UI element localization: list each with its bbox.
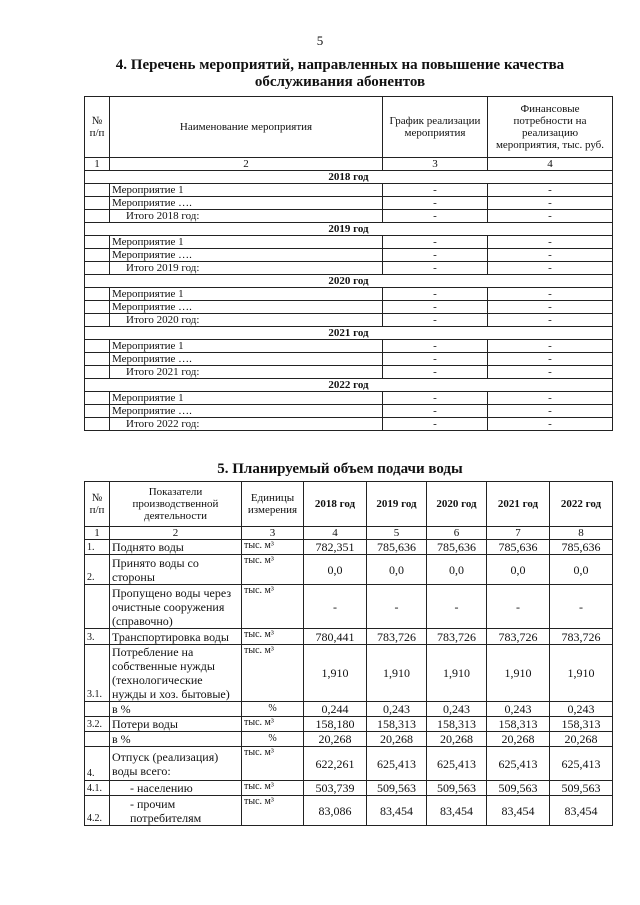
year-row xyxy=(85,327,613,340)
value-cell: 782,351 xyxy=(304,540,367,555)
indicator-name: Потери воды xyxy=(110,717,242,732)
table-row xyxy=(85,796,613,826)
value-cell: 1,910 xyxy=(487,645,550,702)
unit: тыс. м³ xyxy=(242,645,304,702)
col-number: 4 xyxy=(304,527,367,540)
value-cell: 158,313 xyxy=(367,717,427,732)
unit: тыс. м³ xyxy=(242,585,304,629)
schedule-value: - xyxy=(383,249,488,262)
value-cell: 158,313 xyxy=(487,717,550,732)
unit: % xyxy=(242,702,304,717)
value-cell: 20,268 xyxy=(427,732,487,747)
event-name: Итого 2020 год: xyxy=(110,314,383,327)
row-number xyxy=(85,366,110,379)
schedule-value: - xyxy=(383,366,488,379)
financing-value: - xyxy=(488,314,613,327)
value-cell: 20,268 xyxy=(550,732,613,747)
row-number xyxy=(85,184,110,197)
value-cell: 783,726 xyxy=(367,629,427,645)
row-number xyxy=(85,585,110,629)
indicator-name: - прочим потребителям xyxy=(110,796,242,826)
col-header-indicator: Показатели производственной деятельности xyxy=(110,482,242,527)
section4-title xyxy=(70,57,610,91)
value-cell: 83,454 xyxy=(367,796,427,826)
col-number: 1 xyxy=(85,158,110,171)
value-cell: 0,0 xyxy=(304,555,367,585)
row-number: 3.1. xyxy=(85,645,110,702)
financing-value: - xyxy=(488,405,613,418)
value-cell: 83,086 xyxy=(304,796,367,826)
table-row xyxy=(85,555,613,585)
section4-title-line1: 4. Перечень мероприятий, направленных на повышение качества xyxy=(115,57,565,73)
col-number: 7 xyxy=(487,527,550,540)
schedule-value: - xyxy=(383,301,488,314)
row-number: 4.1. xyxy=(85,781,110,796)
table-header-row xyxy=(85,97,613,158)
event-name: Итого 2021 год: xyxy=(110,366,383,379)
col-number: 2 xyxy=(110,158,383,171)
table-row xyxy=(85,717,613,732)
financing-value: - xyxy=(488,353,613,366)
event-name: Мероприятие …. xyxy=(110,353,383,366)
row-number: 4. xyxy=(85,747,110,781)
financing-value: - xyxy=(488,184,613,197)
value-cell: 0,0 xyxy=(550,555,613,585)
table-row xyxy=(85,314,613,327)
col-header-2019: 2019 год xyxy=(367,482,427,527)
unit: тыс. м³ xyxy=(242,781,304,796)
col-header-unit: Единицы измерения xyxy=(242,482,304,527)
value-cell: 503,739 xyxy=(304,781,367,796)
indicator-name: в % xyxy=(110,732,242,747)
year-row xyxy=(85,275,613,288)
col-header-number: № п/п xyxy=(85,482,110,527)
financing-value: - xyxy=(488,340,613,353)
col-number: 2 xyxy=(110,527,242,540)
unit: тыс. м³ xyxy=(242,555,304,585)
row-number xyxy=(85,210,110,223)
value-cell: - xyxy=(304,585,367,629)
schedule-value: - xyxy=(383,197,488,210)
col-header-schedule: График реализации мероприятия xyxy=(383,97,488,158)
value-cell: 780,441 xyxy=(304,629,367,645)
table-row xyxy=(85,702,613,717)
table-row xyxy=(85,288,613,301)
table-row xyxy=(85,405,613,418)
table-row xyxy=(85,781,613,796)
event-name: Мероприятие …. xyxy=(110,197,383,210)
indicator-name: Транспортировка воды xyxy=(110,629,242,645)
event-name: Мероприятие …. xyxy=(110,249,383,262)
col-header-event-name: Наименование мероприятия xyxy=(110,97,383,158)
indicator-name: Пропущено воды через очистные сооружения (справочно) xyxy=(110,585,242,629)
col-header-2022: 2022 год xyxy=(550,482,613,527)
unit: тыс. м³ xyxy=(242,747,304,781)
event-name: Мероприятие …. xyxy=(110,301,383,314)
indicator-name: - населению xyxy=(110,781,242,796)
row-number: 3.2. xyxy=(85,717,110,732)
value-cell: 0,0 xyxy=(367,555,427,585)
financing-value: - xyxy=(488,392,613,405)
value-cell: - xyxy=(427,585,487,629)
indicator-name: Принято воды со стороны xyxy=(110,555,242,585)
col-number: 5 xyxy=(367,527,427,540)
col-header-2020: 2020 год xyxy=(427,482,487,527)
event-name: Мероприятие 1 xyxy=(110,392,383,405)
table-row xyxy=(85,210,613,223)
row-number: 4.2. xyxy=(85,796,110,826)
event-name: Мероприятие 1 xyxy=(110,184,383,197)
value-cell: 1,910 xyxy=(427,645,487,702)
value-cell: 158,313 xyxy=(427,717,487,732)
water-volume-table xyxy=(84,481,613,826)
financing-value: - xyxy=(488,262,613,275)
schedule-value: - xyxy=(383,340,488,353)
year-row xyxy=(85,379,613,392)
event-name: Мероприятие …. xyxy=(110,405,383,418)
table-row xyxy=(85,392,613,405)
row-number xyxy=(85,197,110,210)
value-cell: 83,454 xyxy=(550,796,613,826)
unit: тыс. м³ xyxy=(242,540,304,555)
col-header-2018: 2018 год xyxy=(304,482,367,527)
financing-value: - xyxy=(488,288,613,301)
value-cell: 0,243 xyxy=(550,702,613,717)
schedule-value: - xyxy=(383,262,488,275)
year-row xyxy=(85,223,613,236)
value-cell: 509,563 xyxy=(427,781,487,796)
value-cell: 622,261 xyxy=(304,747,367,781)
financing-value: - xyxy=(488,418,613,431)
value-cell: - xyxy=(550,585,613,629)
events-table xyxy=(84,96,613,431)
value-cell: 1,910 xyxy=(367,645,427,702)
schedule-value: - xyxy=(383,418,488,431)
indicator-name: Отпуск (реализация) воды всего: xyxy=(110,747,242,781)
col-number: 3 xyxy=(242,527,304,540)
row-number xyxy=(85,418,110,431)
schedule-value: - xyxy=(383,210,488,223)
col-header-number: № п/п xyxy=(85,97,110,158)
value-cell: 158,180 xyxy=(304,717,367,732)
table-row xyxy=(85,747,613,781)
value-cell: 1,910 xyxy=(550,645,613,702)
value-cell: - xyxy=(487,585,550,629)
row-number xyxy=(85,340,110,353)
year-row xyxy=(85,171,613,184)
col-header-2021: 2021 год xyxy=(487,482,550,527)
value-cell: 625,413 xyxy=(427,747,487,781)
indicator-name: в % xyxy=(110,702,242,717)
col-number: 3 xyxy=(383,158,488,171)
table-row xyxy=(85,340,613,353)
row-number xyxy=(85,702,110,717)
col-number: 6 xyxy=(427,527,487,540)
table-row xyxy=(85,301,613,314)
financing-value: - xyxy=(488,366,613,379)
schedule-value: - xyxy=(383,392,488,405)
value-cell: 785,636 xyxy=(487,540,550,555)
value-cell: 0,244 xyxy=(304,702,367,717)
value-cell: 0,243 xyxy=(487,702,550,717)
page-number: 5 xyxy=(316,33,324,48)
indicator-name: Поднято воды xyxy=(110,540,242,555)
table-row xyxy=(85,353,613,366)
year-label: 2022 год xyxy=(85,379,613,392)
year-label: 2020 год xyxy=(85,275,613,288)
unit: тыс. м³ xyxy=(242,796,304,826)
value-cell: - xyxy=(367,585,427,629)
value-cell: 783,726 xyxy=(427,629,487,645)
value-cell: 625,413 xyxy=(550,747,613,781)
row-number xyxy=(85,405,110,418)
table-row xyxy=(85,249,613,262)
value-cell: 625,413 xyxy=(367,747,427,781)
value-cell: 20,268 xyxy=(487,732,550,747)
row-number xyxy=(85,392,110,405)
table-row xyxy=(85,184,613,197)
value-cell: 0,243 xyxy=(427,702,487,717)
col-header-financing: Финансовые потребности на реализацию мероприятия, тыс. руб. xyxy=(488,97,613,158)
event-name: Итого 2019 год: xyxy=(110,262,383,275)
table-header-row xyxy=(85,482,613,527)
financing-value: - xyxy=(488,249,613,262)
unit: % xyxy=(242,732,304,747)
table-number-row xyxy=(85,158,613,171)
row-number xyxy=(85,353,110,366)
table-number-row xyxy=(85,527,613,540)
value-cell: 20,268 xyxy=(367,732,427,747)
value-cell: 0,243 xyxy=(367,702,427,717)
event-name: Мероприятие 1 xyxy=(110,288,383,301)
value-cell: 509,563 xyxy=(367,781,427,796)
unit: тыс. м³ xyxy=(242,717,304,732)
table-row xyxy=(85,262,613,275)
row-number xyxy=(85,236,110,249)
section5-title: 5. Планируемый объем подачи воды xyxy=(217,461,463,477)
event-name: Итого 2022 год: xyxy=(110,418,383,431)
schedule-value: - xyxy=(383,314,488,327)
financing-value: - xyxy=(488,236,613,249)
value-cell: 83,454 xyxy=(427,796,487,826)
event-name: Мероприятие 1 xyxy=(110,340,383,353)
schedule-value: - xyxy=(383,405,488,418)
value-cell: 509,563 xyxy=(550,781,613,796)
table-row xyxy=(85,645,613,702)
unit: тыс. м³ xyxy=(242,629,304,645)
table-row xyxy=(85,732,613,747)
event-name: Итого 2018 год: xyxy=(110,210,383,223)
value-cell: 158,313 xyxy=(550,717,613,732)
table-row xyxy=(85,418,613,431)
row-number xyxy=(85,288,110,301)
value-cell: 509,563 xyxy=(487,781,550,796)
section4-title-line2: обслуживания абонентов xyxy=(254,74,426,90)
value-cell: 1,910 xyxy=(304,645,367,702)
col-number: 4 xyxy=(488,158,613,171)
table-row xyxy=(85,366,613,379)
financing-value: - xyxy=(488,210,613,223)
schedule-value: - xyxy=(383,184,488,197)
value-cell: 20,268 xyxy=(304,732,367,747)
row-number xyxy=(85,314,110,327)
event-name: Мероприятие 1 xyxy=(110,236,383,249)
value-cell: 783,726 xyxy=(550,629,613,645)
indicator-name: Потребление на собственные нужды (технологические нужды и хоз. бытовые) xyxy=(110,645,242,702)
value-cell: 785,636 xyxy=(427,540,487,555)
table-row xyxy=(85,197,613,210)
year-label: 2021 год xyxy=(85,327,613,340)
table-row xyxy=(85,540,613,555)
financing-value: - xyxy=(488,301,613,314)
col-number: 1 xyxy=(85,527,110,540)
col-number: 8 xyxy=(550,527,613,540)
table-row xyxy=(85,236,613,249)
value-cell: 785,636 xyxy=(367,540,427,555)
financing-value: - xyxy=(488,197,613,210)
value-cell: 0,0 xyxy=(487,555,550,585)
row-number xyxy=(85,262,110,275)
schedule-value: - xyxy=(383,288,488,301)
value-cell: 83,454 xyxy=(487,796,550,826)
row-number: 1. xyxy=(85,540,110,555)
year-label: 2018 год xyxy=(85,171,613,184)
value-cell: 785,636 xyxy=(550,540,613,555)
value-cell: 0,0 xyxy=(427,555,487,585)
row-number xyxy=(85,249,110,262)
value-cell: 783,726 xyxy=(487,629,550,645)
schedule-value: - xyxy=(383,236,488,249)
value-cell: 625,413 xyxy=(487,747,550,781)
table-row xyxy=(85,629,613,645)
row-number: 2. xyxy=(85,555,110,585)
year-label: 2019 год xyxy=(85,223,613,236)
row-number xyxy=(85,301,110,314)
schedule-value: - xyxy=(383,353,488,366)
row-number: 3. xyxy=(85,629,110,645)
table-row xyxy=(85,585,613,629)
row-number xyxy=(85,732,110,747)
